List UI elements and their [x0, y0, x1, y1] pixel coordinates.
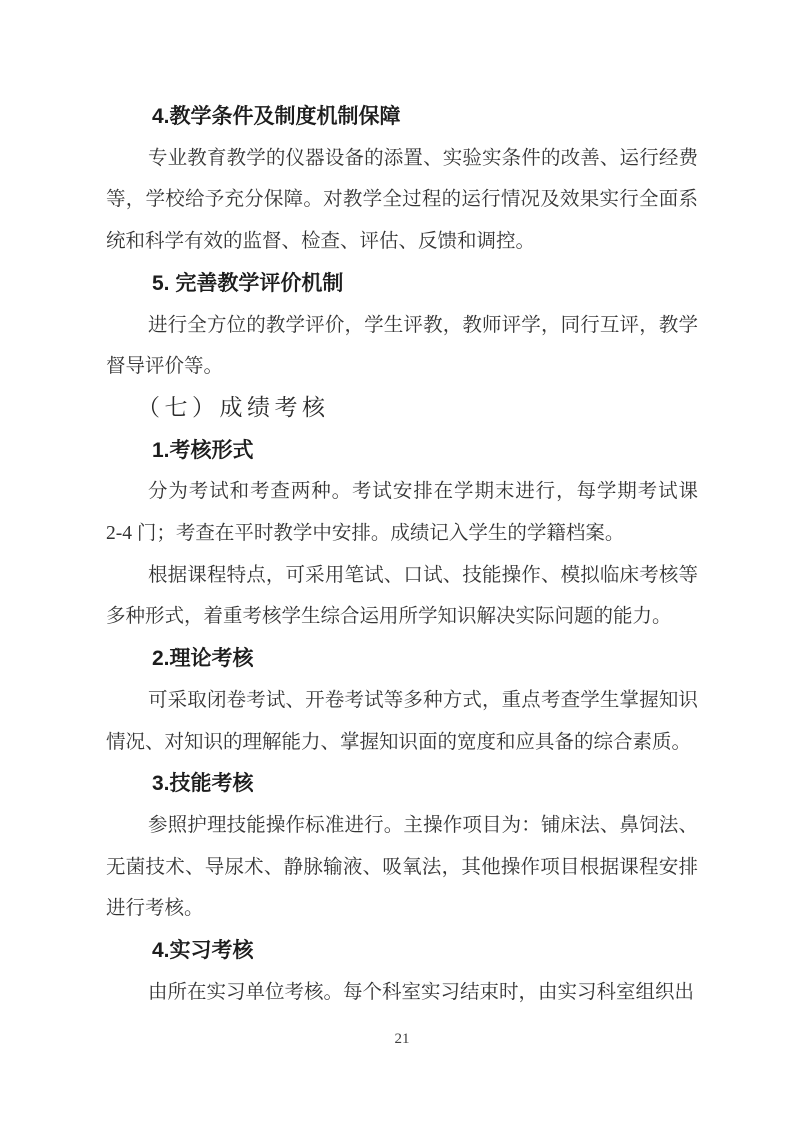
paragraph-line: 统和科学有效的监督、检查、评估、反馈和调控。: [106, 231, 536, 253]
paragraph-line: 可采取闭卷考试、开卷考试等多种方式，重点考查学生掌握知识: [148, 689, 698, 711]
numbered-heading: 5. 完善教学评价机制: [152, 271, 344, 295]
paragraph-line: 情况、对知识的理解能力、掌握知识面的宽度和应具备的综合素质。: [106, 731, 692, 753]
paragraph-line: 由所在实习单位考核。每个科室实习结束时，由实习科室组织出: [148, 981, 695, 1003]
numbered-heading: 3.技能考核: [152, 772, 254, 796]
paragraph-line: 督导评价等。: [106, 356, 224, 378]
numbered-heading: 2.理论考核: [152, 647, 254, 671]
paragraph-line: 专业教育教学的仪器设备的添置、实验实条件的改善、运行经费: [148, 147, 698, 169]
paragraph-line: 无菌技术、导尿术、静脉输液、吸氧法，其他操作项目根据课程安排: [106, 856, 698, 878]
paragraph-line: 2-4 门；考查在平时教学中安排。成绩记入学生的学籍档案。: [106, 523, 625, 545]
paragraph-line: 等，学校给予充分保障。对教学全过程的运行情况及效果实行全面系: [106, 189, 698, 211]
paragraph-line: 分为考试和考查两种。考试安排在学期末进行，每学期考试课: [148, 481, 698, 503]
numbered-heading: 1.考核形式: [152, 438, 254, 462]
document-body: [106, 96, 698, 1013]
numbered-heading: 4.实习考核: [152, 939, 254, 963]
paragraph-line: 进行考核。: [106, 898, 204, 920]
page-number: 21: [394, 1031, 410, 1047]
paragraph-line: 根据课程特点，可采用笔试、口试、技能操作、模拟临床考核等: [148, 564, 698, 586]
subsection-heading: （七）成绩考核: [137, 394, 330, 421]
paragraph-line: 多种形式，着重考核学生综合运用所学知识解决实际问题的能力。: [106, 606, 672, 628]
page-footer: [106, 1031, 698, 1048]
paragraph-line: 进行全方位的教学评价，学生评教，教师评学，同行互评，教学: [148, 314, 698, 336]
paragraph-line: 参照护理技能操作标准进行。主操作项目为：铺床法、鼻饲法、: [148, 814, 698, 836]
numbered-heading: 4.教学条件及制度机制保障: [152, 105, 401, 128]
